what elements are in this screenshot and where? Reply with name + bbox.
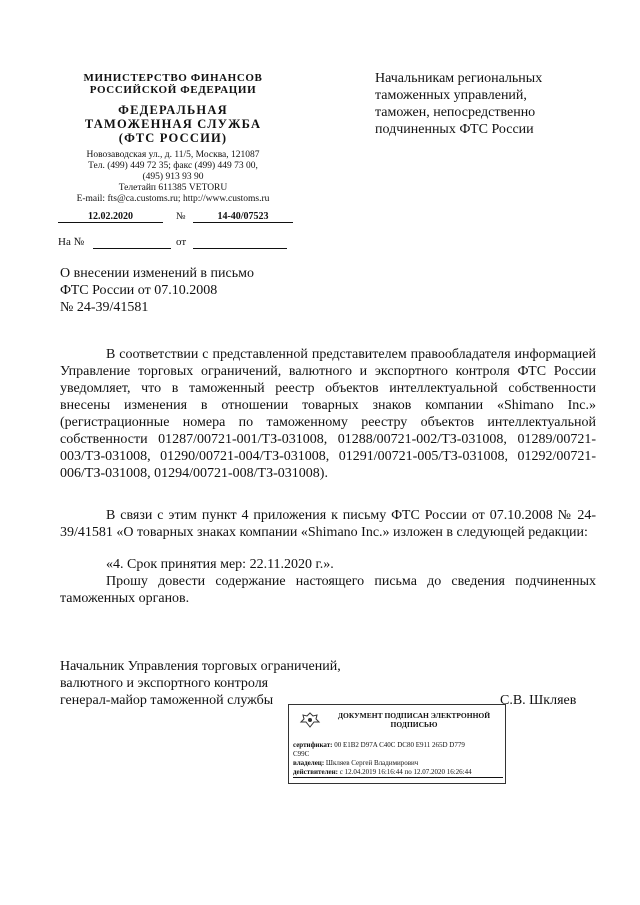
service-line-3: (ФТС РОССИИ) [118,131,228,145]
ministry-line-1: МИНИСТЕРСТВО ФИНАНСОВ [83,72,263,84]
owner-value: Шкляев Сергей Владимирович [325,759,419,767]
stamp-certificate-row-2: C99C [293,750,310,758]
subject-line: № 24-39/41581 [60,300,149,315]
ref-label: На № [58,236,85,248]
body-paragraph-3: «4. Срок принятия мер: 22.11.2020 г.». [106,557,334,572]
email-line: E-mail: fts@ca.customs.ru; http://www.customs.ru [76,194,270,204]
body-paragraph-2: В связи с этим пункт 4 приложения к письму ФТС России от 07.10.2008 № 24-39/41581 «О товарных знаках компании «Shimano Inc.» изложен в следующей редакции: [60,508,596,540]
cert-value: 00 E1B2 D97A C40C DC80 E911 265D D779 [334,741,465,749]
reference-line [58,236,293,252]
addressee-line: таможен, непосредственно [375,105,536,120]
signatory-line-1: Начальник Управления торговых ограничений, [60,659,341,674]
contact-block [58,150,288,205]
stamp-owner-row [293,759,503,768]
teletype: Телетайп 611385 VETORU [118,183,228,193]
body-paragraph-4: Прошу довести содержание настоящего письма до сведения подчиненных таможенных органов. [60,574,596,606]
stamp-title-line-2: ПОДПИСЬЮ [390,720,438,729]
signatory-line-2: валютного и экспортного контроля [60,676,269,691]
body-paragraph-1: В соответствии с представленной представителем правообладателя информацией Управление торговых ограничений, валютного и экспортного контроля ФТС России уведомляет, что в таможенный реестр объектов интеллектуальной собственности внесены изменения в отношении товарных знаков компании «Shimano Inc.» (регистрационные номера по таможенному реестру объектов интеллектуальной собственности 01287/00721-001/ТЗ-031008, 01288/00721-002/ТЗ-031008, 01289/00721-003/ТЗ-031008, 01290/00721-004/ТЗ-031008, 01291/00721-005/ТЗ-031008, 01292/00721-006/ТЗ-031008, 01294/00721-008/ТЗ-031008). [60,347,596,481]
phone-line-1: Тел. (499) 449 72 35; факс (499) 449 73 00, [88,161,258,171]
owner-label: владелец: [293,759,325,767]
stamp-validity-row [293,768,503,778]
stamp-certificate-row [293,741,503,750]
service-line-1: ФЕДЕРАЛЬНАЯ [118,103,228,117]
signatory-name: С.В. Шкляев [500,693,577,708]
stamp-title [329,711,499,729]
stamp-details [293,741,503,778]
stamp-title-line-1: ДОКУМЕНТ ПОДПИСАН ЭЛЕКТРОННОЙ [337,711,491,720]
subject-line: ФТС России от 07.10.2008 [60,283,218,298]
ref-from-label: от [176,236,187,248]
addressee-line: Начальникам региональных [375,71,543,86]
addressee-line: подчиненных ФТС России [375,122,534,137]
signatory-title [60,658,390,709]
ministry-line-2: РОССИЙСКОЙ ФЕДЕРАЦИИ [89,84,257,96]
subject [60,265,320,316]
service-name [58,103,288,145]
signatory-line-3: генерал-майор таможенной службы [60,693,274,708]
addressee [375,70,615,138]
valid-value: с 12.04.2019 16:16:44 по 12.07.2020 16:26:44 [339,768,472,776]
subject-line: О внесении изменений в письмо [60,266,254,281]
registration-line [58,211,293,227]
cert-label: сертификат: [293,741,333,749]
service-line-2: ТАМОЖЕННАЯ СЛУЖБА [84,117,262,131]
phone-line-2: (495) 913 93 90 [142,172,204,182]
number-sign: № [176,211,186,222]
letter-number: 14-40/07523 [193,211,293,223]
address: Новозаводская ул., д. 11/5, Москва, 121087 [86,150,260,160]
ref-date-blank [193,236,287,249]
emblem-icon [299,711,321,729]
e-signature-stamp [288,704,506,784]
ministry-name [58,72,288,96]
letter-date: 12.02.2020 [58,211,163,223]
ref-number-blank [93,236,171,249]
addressee-line: таможенных управлений, [375,88,527,103]
valid-label: действителен: [293,768,338,776]
